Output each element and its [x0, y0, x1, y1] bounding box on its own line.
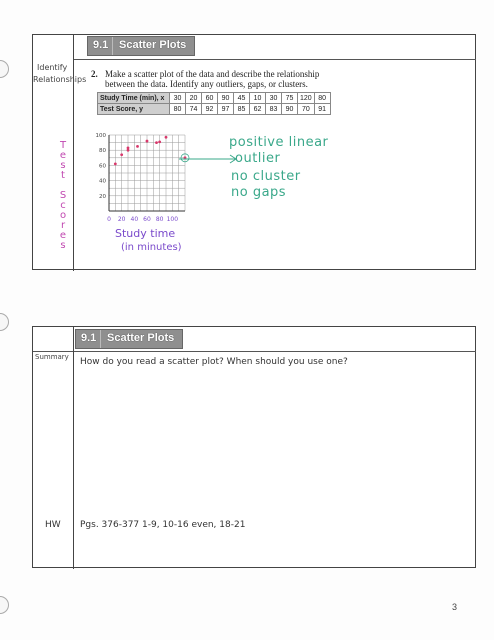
x-tick-label: 40: [130, 216, 139, 223]
binder-hole: [0, 313, 9, 331]
section-title: Scatter Plots: [107, 332, 175, 344]
x-tick-label: 0: [107, 216, 111, 223]
table-cell: 30: [266, 93, 282, 104]
handwritten-y-axis-label: T e s t S c o r e s: [59, 140, 67, 251]
table-cell: 30: [170, 93, 186, 104]
scatter-plot: [95, 131, 191, 225]
table-row-test-score: [98, 104, 331, 115]
table-cell: 62: [250, 104, 266, 115]
handwritten-note-outlier: outlier: [235, 151, 281, 166]
margin-line: [73, 327, 74, 569]
divider: [33, 351, 476, 352]
handwritten-x-axis-label: Study time: [115, 227, 176, 240]
table-row-study-time: [98, 93, 331, 104]
data-point: [146, 140, 149, 143]
table-cell: 75: [282, 93, 298, 104]
table-cell: 85: [234, 104, 250, 115]
problem-prompt-line1: Make a scatter plot of the data and describe the relationship: [105, 69, 320, 79]
section-label: [87, 36, 195, 56]
data-point: [136, 145, 139, 148]
handwritten-x-axis-units: (in minutes): [121, 242, 182, 253]
x-tick-label: 80: [155, 216, 164, 223]
section-number: 9.1: [93, 39, 109, 51]
table-cell: 120: [298, 93, 315, 104]
section-label: [75, 329, 183, 349]
margin-line: [73, 35, 74, 271]
data-point: [127, 147, 130, 150]
table-cell: 92: [202, 104, 218, 115]
handwritten-note-gaps: no gaps: [231, 185, 287, 200]
summary-label: Summary: [35, 353, 69, 361]
x-tick-label: 100: [166, 216, 179, 223]
problem-number: 2.: [91, 69, 98, 79]
side-label-relationships: Relationships: [33, 75, 87, 84]
table-cell: 90: [218, 93, 234, 104]
notes-panel-summary: [32, 326, 476, 568]
x-tick-label: 60: [143, 216, 151, 223]
section-title: Scatter Plots: [119, 39, 187, 51]
y-tick-label: 100: [95, 133, 106, 139]
notes-panel-example: [32, 34, 476, 270]
y-tick-label: 40: [99, 178, 106, 185]
divider: [73, 59, 476, 60]
y-tick-label: 80: [99, 148, 106, 155]
arrow-icon: [177, 154, 241, 164]
table-cell: 74: [186, 104, 202, 115]
problem-prompt-line2: between the data. Identify any outliers, gaps, or clusters.: [105, 79, 308, 89]
table-cell: 20: [186, 93, 202, 104]
row-header-study-time: Study Time (min), x: [98, 93, 170, 104]
summary-question: How do you read a scatter plot? When should you use one?: [80, 357, 348, 367]
table-cell: 90: [282, 104, 298, 115]
y-tick-label: 60: [99, 163, 106, 170]
row-header-test-score: Test Score, y: [98, 104, 170, 115]
binder-hole: [0, 60, 9, 78]
handwritten-note-relationship: positive linear: [229, 135, 329, 150]
homework-label: HW: [45, 520, 61, 530]
data-point: [114, 162, 117, 165]
y-tick-label: 20: [99, 193, 106, 200]
table-cell: 91: [314, 104, 330, 115]
table-cell: 60: [202, 93, 218, 104]
table-cell: 10: [250, 93, 266, 104]
table-cell: 70: [298, 104, 315, 115]
data-point: [155, 141, 158, 144]
table-cell: 80: [314, 93, 330, 104]
data-point: [120, 153, 123, 156]
section-number: 9.1: [81, 332, 97, 344]
table-cell: 45: [234, 93, 250, 104]
binder-hole: [0, 596, 9, 614]
data-point: [165, 136, 168, 139]
page-number: 3: [452, 602, 458, 612]
table-cell: 83: [266, 104, 282, 115]
data-table: [97, 92, 331, 115]
table-cell: 97: [218, 104, 234, 115]
data-point: [158, 140, 161, 143]
table-cell: 80: [170, 104, 186, 115]
homework-assignment: Pgs. 376-377 1-9, 10-16 even, 18-21: [80, 520, 246, 530]
handwritten-note-cluster: no cluster: [231, 169, 301, 184]
x-tick-label: 20: [117, 216, 126, 223]
side-label-identify: Identify: [37, 63, 68, 72]
